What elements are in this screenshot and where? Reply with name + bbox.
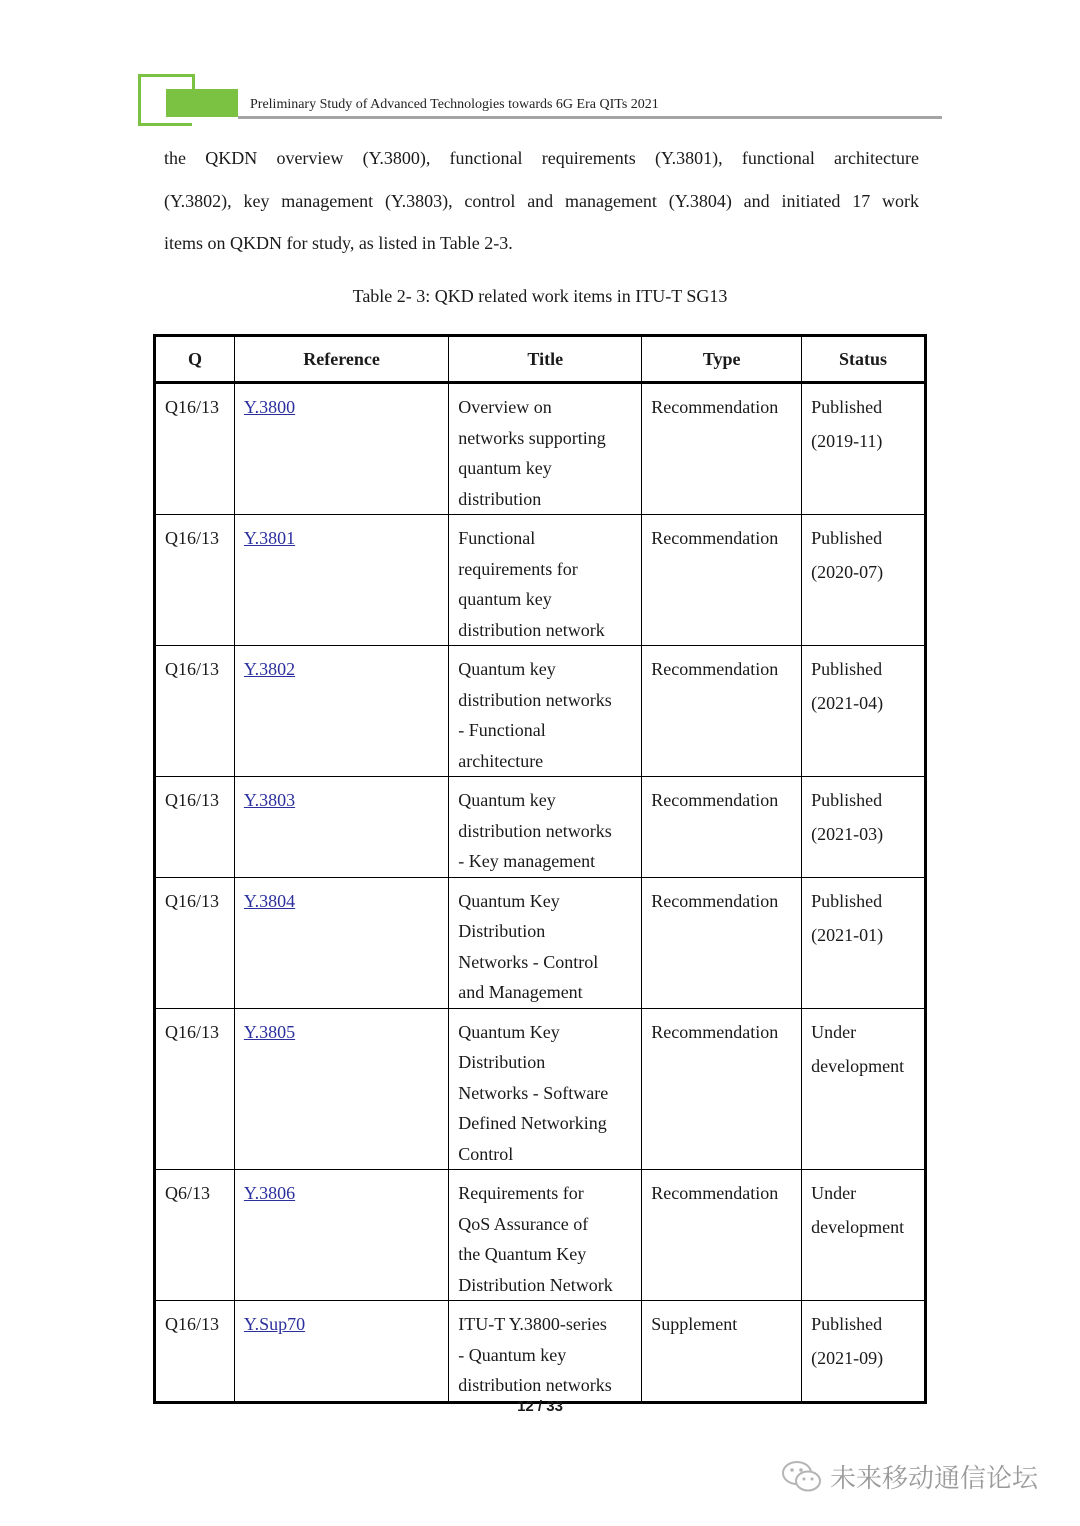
reference-link[interactable]: Y.3800 (243, 397, 296, 417)
reference-link[interactable]: Y.3802 (243, 659, 296, 679)
title-line: Distribution Network (458, 1274, 613, 1295)
cell-title (449, 877, 642, 1008)
cell-q: Q16/13 (155, 1008, 235, 1170)
status-line: Published (811, 1314, 883, 1334)
title-line: Functional (458, 528, 536, 548)
title-line: - Quantum key (458, 1344, 567, 1365)
title-line: ITU-T Y.3800-series (458, 1314, 607, 1334)
title-line: Quantum Key (458, 890, 560, 911)
title-line: distribution networks (458, 820, 612, 841)
cell-type: Recommendation (642, 383, 802, 515)
table-row (155, 515, 926, 646)
cell-title (449, 1170, 642, 1301)
status-line: development (811, 1055, 905, 1076)
watermark-text: 未来移动通信论坛 (830, 1464, 1039, 1494)
status-line: (2021-03) (811, 824, 884, 844)
cell-status (802, 1301, 926, 1403)
cell-q: Q16/13 (155, 1301, 235, 1403)
title-line: quantum key (458, 589, 552, 609)
qkd-work-items-table (153, 334, 927, 1404)
title-line: requirements for (458, 558, 578, 579)
status-line: Published (811, 890, 883, 911)
table-row (155, 1008, 926, 1170)
cell-status (802, 777, 926, 878)
cell-reference (234, 1301, 448, 1403)
header-status: Status (802, 336, 926, 383)
cell-type: Recommendation (642, 1008, 802, 1170)
cell-status (802, 1008, 926, 1170)
cell-title (449, 646, 642, 777)
cell-type: Recommendation (642, 646, 802, 777)
title-line: architecture (458, 750, 544, 771)
table-row (155, 1301, 926, 1403)
cell-status (802, 877, 926, 1008)
page-number: 12 / 33 (517, 1398, 563, 1415)
title-line: distribution networks (458, 1375, 612, 1395)
paragraph-line: items on QKDN for study, as listed in Table 2-3. (164, 233, 513, 253)
cell-title (449, 383, 642, 515)
title-line: Distribution (458, 921, 546, 941)
cell-reference (234, 1008, 448, 1170)
paragraph-line: (Y.3802), key management (Y.3803), control and management (Y.3804) and initiated 17 work (164, 190, 919, 211)
title-line: distribution network (458, 619, 605, 640)
title-line: Defined Networking (458, 1113, 607, 1133)
title-line: and Management (458, 982, 583, 1002)
title-line: distribution (458, 488, 542, 509)
cell-type: Recommendation (642, 877, 802, 1008)
cell-q: Q16/13 (155, 646, 235, 777)
table-row (155, 1170, 926, 1301)
cell-q: Q16/13 (155, 383, 235, 515)
header-type: Type (642, 336, 802, 383)
cell-reference (234, 777, 448, 878)
cell-q: Q16/13 (155, 777, 235, 878)
reference-link[interactable]: Y.3805 (243, 1021, 296, 1042)
reference-link[interactable]: Y.Sup70 (243, 1314, 306, 1334)
header-logo-block (166, 89, 238, 117)
title-line: Requirements for (458, 1183, 584, 1203)
title-line: networks supporting (458, 427, 606, 448)
cell-type: Recommendation (642, 515, 802, 646)
cell-reference (234, 383, 448, 515)
body-paragraph (164, 137, 919, 265)
status-line: (2021-04) (811, 693, 884, 713)
cell-q: Q16/13 (155, 877, 235, 1008)
status-line: Published (811, 397, 883, 417)
title-line: distribution networks (458, 689, 612, 710)
status-line: Under (811, 1021, 857, 1042)
cell-reference (234, 646, 448, 777)
title-line: Control (458, 1143, 514, 1164)
header-rule (238, 116, 942, 119)
title-line: Networks - Control (458, 951, 599, 972)
cell-title (449, 1008, 642, 1170)
status-line: Published (811, 659, 883, 679)
cell-type: Supplement (642, 1301, 802, 1403)
status-line: (2021-01) (811, 924, 884, 945)
table-header-row (155, 336, 926, 383)
cell-type: Recommendation (642, 1170, 802, 1301)
table-row (155, 646, 926, 777)
cell-reference (234, 1170, 448, 1301)
title-line: Overview on (458, 397, 552, 417)
title-line: - Functional (458, 720, 546, 740)
status-line: Published (811, 528, 883, 548)
reference-link[interactable]: Y.3806 (243, 1183, 296, 1203)
status-line: (2021-09) (811, 1348, 884, 1368)
header-reference: Reference (234, 336, 448, 383)
cell-title (449, 777, 642, 878)
status-line: (2020-07) (811, 562, 884, 582)
title-line: the Quantum Key (458, 1244, 587, 1264)
cell-reference (234, 515, 448, 646)
table-row (155, 383, 926, 515)
title-line: Quantum Key (458, 1021, 560, 1042)
cell-reference (234, 877, 448, 1008)
header-logo-frame-right (192, 74, 195, 90)
cell-q: Q16/13 (155, 515, 235, 646)
cell-status (802, 383, 926, 515)
table-row (155, 777, 926, 878)
header-title: Preliminary Study of Advanced Technologies towards 6G Era QITs 2021 (250, 97, 659, 112)
reference-link[interactable]: Y.3804 (243, 890, 296, 911)
title-line: QoS Assurance of (458, 1213, 589, 1234)
header-q: Q (155, 336, 235, 383)
cell-status (802, 1170, 926, 1301)
watermark (780, 1458, 1038, 1495)
cell-status (802, 646, 926, 777)
reference-link[interactable]: Y.3803 (243, 790, 296, 810)
title-line: Distribution (458, 1052, 546, 1072)
paragraph-line: the QKDN overview (Y.3800), functional requirements (Y.3801), functional architecture (164, 148, 919, 168)
title-line: quantum key (458, 458, 552, 478)
status-line: Under (811, 1183, 857, 1203)
cell-title (449, 515, 642, 646)
status-line: Published (811, 790, 883, 810)
table-caption: Table 2- 3: QKD related work items in ITU-T SG13 (352, 286, 728, 306)
table-row (155, 877, 926, 1008)
header-logo-frame-top (138, 74, 195, 77)
title-line: - Key management (458, 851, 596, 871)
cell-type: Recommendation (642, 777, 802, 878)
cell-title (449, 1301, 642, 1403)
reference-link[interactable]: Y.3801 (243, 528, 296, 548)
title-line: Networks - Software (458, 1082, 609, 1103)
cell-status (802, 515, 926, 646)
header-title: Title (449, 336, 642, 383)
status-line: (2019-11) (811, 431, 883, 451)
title-line: Quantum key (458, 659, 556, 679)
title-line: Quantum key (458, 790, 556, 810)
status-line: development (811, 1217, 905, 1237)
wechat-icon (780, 1459, 824, 1495)
cell-q: Q6/13 (155, 1170, 235, 1301)
